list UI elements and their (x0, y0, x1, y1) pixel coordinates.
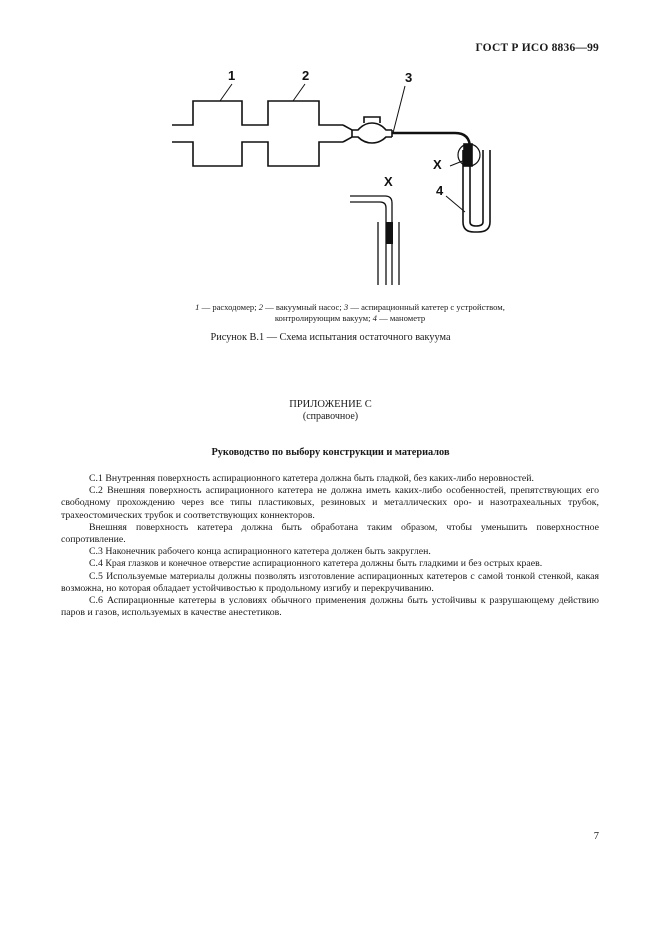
catheter-label: 3 (405, 70, 413, 85)
detail-x-title: X (384, 174, 393, 189)
flowmeter-label: 1 (228, 68, 236, 83)
catheter-line (392, 133, 470, 148)
section-title: Руководство по выбору конструкции и материалов (211, 447, 450, 458)
standard-code-header: ГОСТ Р ИСО 8836—99 (475, 42, 599, 54)
paragraph: С.4 Края глазков и конечное отверстие аспирационного катетера должны быть гладкими и без острых краев. (89, 558, 543, 570)
vacuum-test-diagram (0, 0, 661, 300)
page-number: 7 (593, 831, 599, 842)
pump-label: 2 (302, 68, 310, 83)
flowmeter-shape (172, 101, 343, 166)
figure-legend: 1 — расходомер; 2 — вакуумный насос; 3 — аспирационный катетер с устройством, контролирующим вакуум; 4 — манометр (195, 302, 505, 323)
paragraph: С.6 Аспирационные катетеры в условиях обычного применения должны быть устойчивы к разрушающему действию паров и газов, используемых в качестве анестетиков. (61, 595, 599, 619)
paragraph: С.1 Внутренняя поверхность аспирационного катетера должна быть гладкой, без каких-либо неровностей. (89, 473, 534, 484)
section-body (61, 473, 599, 619)
detail-x-mark: X (433, 157, 442, 172)
paragraph: С.5 Используемые материалы должны позволять изготовление аспирационных катетеров с самой тонкой стенкой, какая возможна, но которая обладает устойчивостью к продольному изгибу и перекручиванию. (61, 570, 599, 594)
appendix-title: ПРИЛОЖЕНИЕ С (289, 399, 372, 410)
figure-caption: Рисунок В.1 — Схема испытания остаточного вакуума (210, 332, 451, 343)
paragraph: С.2 Внешняя поверхность аспирационного катетера не должна иметь каких-либо особенностей, препятствующих его свободному прохождению через все типы пластиковых, резиновых и металлических оро- и назотрахеальных трубок, трахеостомических трубок и соответствующих коннекторов. (61, 485, 599, 521)
manometer-label: 4 (436, 183, 444, 198)
connector-shape (343, 123, 392, 143)
appendix-subtitle: (справочное) (302, 411, 359, 422)
paragraph: С.3 Наконечник рабочего конца аспирационного катетера должен быть закруглен. (89, 546, 431, 558)
appendix-heading (0, 399, 661, 423)
paragraph: Внешняя поверхность катетера должна быть обработана таким образом, чтобы уменьшить поверхностное сопротивление. (61, 521, 599, 546)
